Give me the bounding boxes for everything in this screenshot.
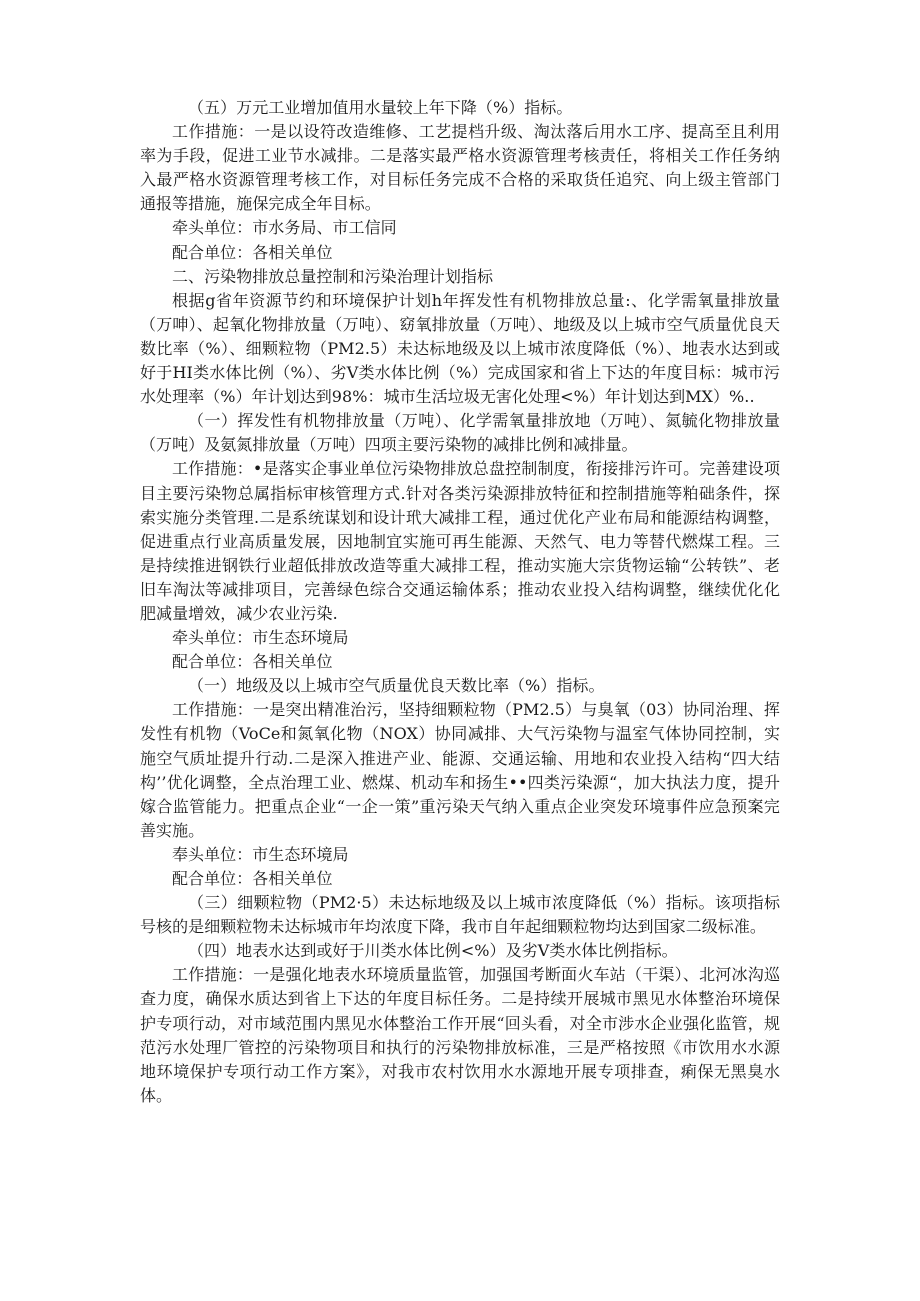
paragraph: 工作措施：•是落实企事业单位污染物排放总盘控制制度，衔接排污许可。完善建设项目主要污染物总属指标审核管理方式.针对各类污染源排放特征和控制措施等粕础条件，探索实施分类管理.二是系统谋划和设计玳大减排工程，通过优化产业布局和能源结构调整，促进重点行业高质量发展，因地制宜实施可再生能源、天然气、电力等替代燃煤工程。三是持续推进钢铁行业超低排放改造等重大减排工程，推动实施大宗货物运输“公转铁”、老旧车淘汰等减排项目，完善绿色综合交通运输体系；推动农业投入结构调整，继续优化化肥减量增效，减少农业污染. — [140, 459, 780, 623]
paragraph: 工作措施：一是突出精准治污，坚持细颗粒物（PM2.5）与臭氧（03）协同治理、挥发性有机物（VoCe和氮氧化物（NOX）协同减排、大气污染物与温室气体协同控制，实施空气质址提升行动.二是深入推进产业、能源、交通运输、用地和农业投入结构“四大结构’’优化调整，全点治理工业、燃煤、机动车和扬生••四类污染源“，加大执法力度，提升嫁合监管能力。把重点企业“一企一策”重污染天气纳入重点企业突发环境事件应急预案完善实施。 — [140, 700, 780, 840]
paragraph: （四）地表水达到或好于川类水体比例<%）及劣V类水体比例指标。 — [188, 941, 678, 961]
paragraph: 工作措施：一是以设符改造维修、工艺提档升级、淘汰落后用水工序、提高至且利用率为手段，促进工业节水减排。二是落实最严格水资源管理考核责任，将相关工作任务纳入最严格水资源管理考核工作，对目标任务完成不合格的采取货任追究、向上级主管部门通报等措施，施保完成全年目标。 — [140, 122, 780, 214]
paragraph: 牵头单位：市生态环境局 — [172, 628, 349, 648]
paragraph: （三）细颗粒物（PM2·5）未达标地级及以上城市浓度降低（%）指标。该项指标号核的是细颗粒物未达标城市年均浓度下降，我市自年起细颗粒物均达到国家二级标准。 — [140, 893, 780, 937]
paragraph: （五）万元工业增加值用水量较上年下降（%）指标。 — [188, 98, 573, 117]
section-heading: 二、污染物排放总量控制和污染治理计划指标 — [172, 266, 494, 286]
paragraph: 根据g省年资源节约和环境保护计划h年挥发性有机物排放总量:、化学需氧量排放量（万呻）、起氧化物排放量（万吨）、窈氧排放量（万吨）、地级及以上城市空气质量优良天数比率（%）、细颗粒物（PM2.5）未达标地级及以上城市浓度降低（%）、地表水达到或好于HI类水体比例（%）、劣V类水体比例（%）完成国家和省上下达的年度目标：城市污水处理率（%）年计划达到98%：城市生活垃圾无害化处理<%）年计划达到MX）%.. — [140, 290, 780, 407]
document-body — [140, 96, 780, 1108]
paragraph: 配合单位：各相关单位 — [172, 869, 333, 888]
paragraph: 配合单位：各相关单位 — [172, 242, 333, 262]
paragraph: 配合单位：各相关单位 — [172, 652, 333, 672]
paragraph: 工作措施：一是强化地表水环境质量监管，加强国考断面火车站（干渠）、北河冰沟巡查力度，确保水质达到省上下达的年度目标任务。二是持续开展城市黑见水体整治环境保护专项行动，对市域范围内黑见水体整治工作开展“回头看，对全市涉水企业强化监管，规范污水处理厂管控的污染物项目和执行的污染物排放标准，三是严格按照《市饮用水水源地环境保护专项行动工作方案》，对我市农村饮用水水源地开展专项排查，痢保无黑臭水体。 — [140, 965, 780, 1105]
paragraph: （一）挥发性有机物排放量（万吨）、化学需氧量排放地（万吨）、氮毓化物排放量（万吨）及氨氮排放量（万吨）四项主要污染物的减排比例和减排量。 — [140, 411, 780, 455]
paragraph: 奉头单位：市生态环境局 — [172, 844, 349, 864]
paragraph: （一）地级及以上城市空气质量优良天数比率（%）指标。 — [188, 676, 605, 696]
paragraph: 牵头单位：市水务局、市工信同 — [172, 218, 397, 238]
